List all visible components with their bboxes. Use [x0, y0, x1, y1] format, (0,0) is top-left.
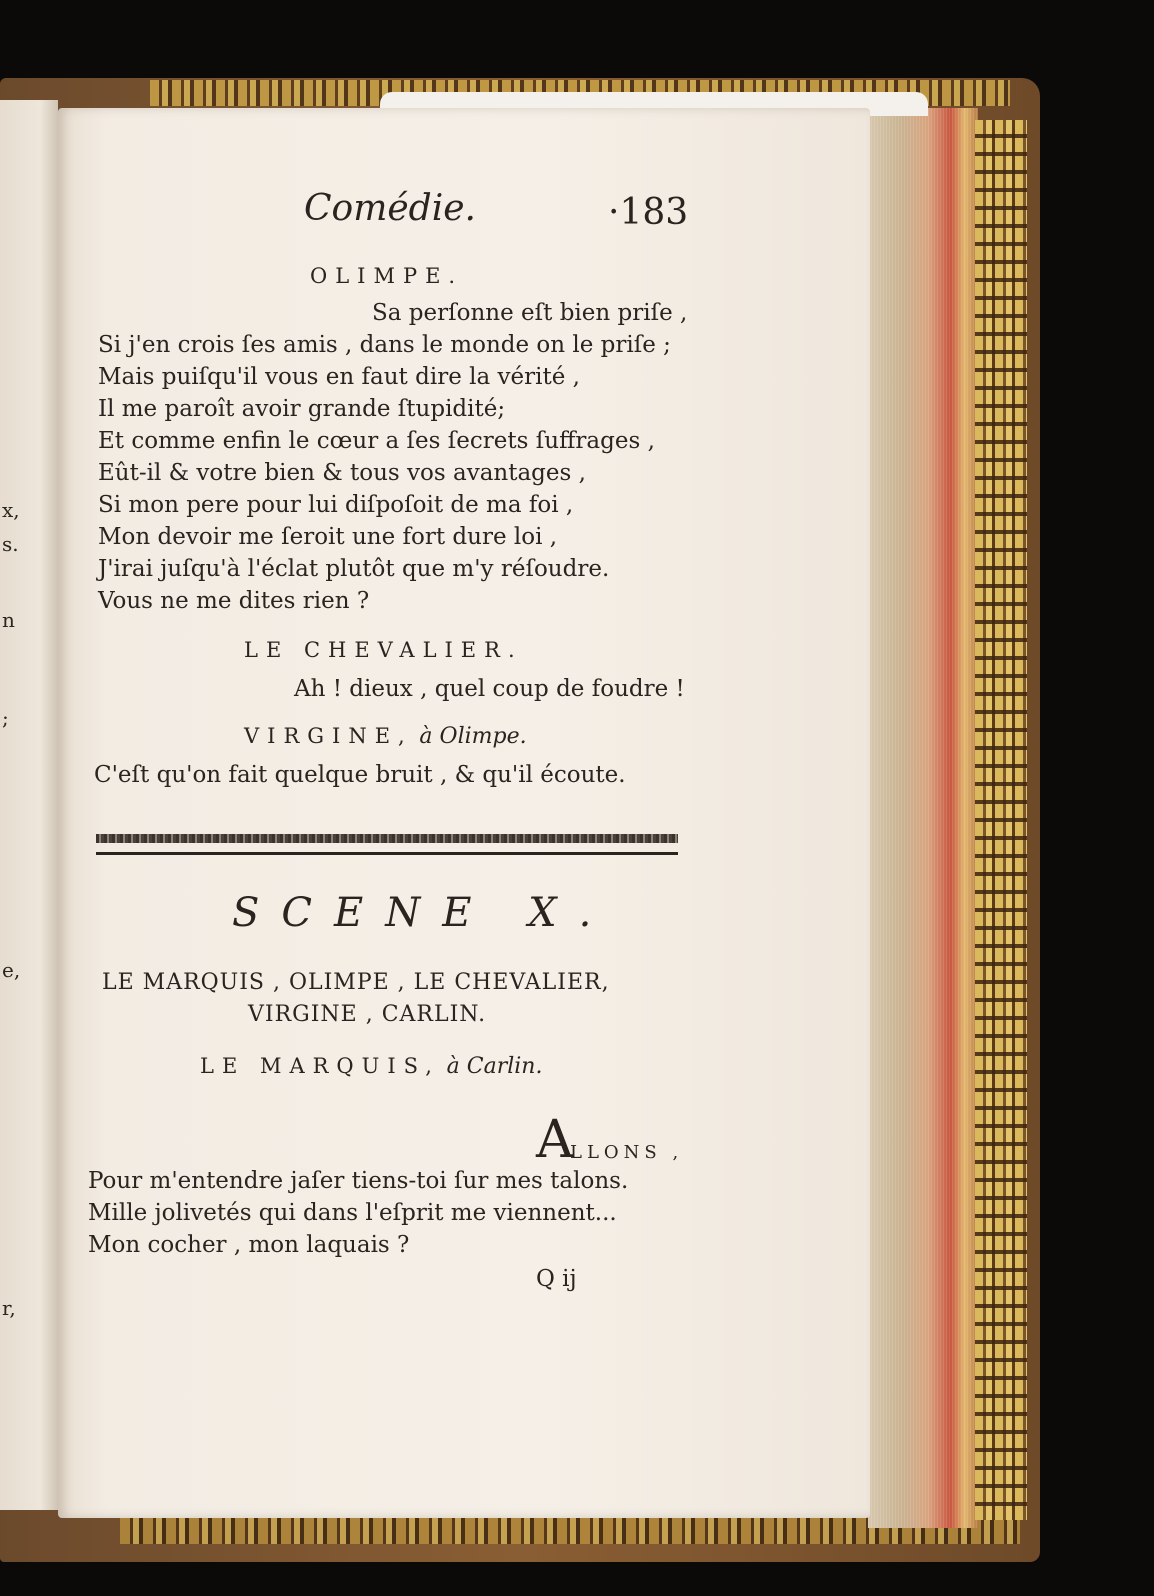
- gilt-tooling-side: [975, 120, 1027, 1520]
- verse-line: LLONS ,: [570, 1142, 684, 1163]
- left-fragment: ;: [2, 706, 9, 730]
- scene-title: SCENE X.: [232, 890, 614, 936]
- stage-direction: à Carlin.: [446, 1054, 543, 1079]
- verse-line: Si j'en crois ſes amis , dans le monde on le priſe ;: [98, 332, 671, 358]
- page-number: ·183: [608, 192, 689, 233]
- cast-list: VIRGINE , CARLIN.: [248, 1002, 487, 1027]
- cast-list: LE MARQUIS , OLIMPE , LE CHEVALIER,: [102, 970, 610, 995]
- verse-line: Il me paroît avoir grande ſtupidité;: [98, 396, 506, 422]
- speaker-name: OLIMPE.: [310, 264, 464, 288]
- verse-line: Vous ne me dites rien ?: [98, 588, 370, 614]
- speaker-line: [200, 1054, 542, 1079]
- speaker-name: LE MARQUIS,: [200, 1054, 440, 1078]
- verse-line: Et comme enfin le cœur a ſes ſecrets ſuffrages ,: [98, 428, 655, 454]
- verse-line: Si mon pere pour lui diſpoſoit de ma foi ,: [98, 492, 574, 518]
- left-fragment: e,: [2, 958, 21, 982]
- horizontal-rule: [96, 852, 678, 855]
- speaker-line: [244, 724, 527, 749]
- drop-capital: A: [536, 1110, 574, 1170]
- left-page-edge: [0, 100, 58, 1510]
- verse-line: Mon devoir me ſeroit une fort dure loi ,: [98, 524, 558, 550]
- verse-line: Mais puiſqu'il vous en faut dire la vérité ,: [98, 364, 580, 390]
- left-fragment: n: [2, 608, 15, 632]
- verse-line: Mon cocher , mon laquais ?: [88, 1232, 410, 1258]
- running-title: Comédie.: [304, 188, 476, 229]
- left-fragment: s.: [2, 532, 19, 556]
- left-fragment: r,: [2, 1296, 16, 1320]
- verse-line: Mille jolivetés qui dans l'eſprit me viennent...: [88, 1200, 617, 1226]
- signature-mark: Q ij: [536, 1266, 577, 1292]
- speaker-name: LE CHEVALIER.: [244, 638, 523, 662]
- verse-line: Sa perſonne eſt bien priſe ,: [372, 300, 688, 326]
- stage-direction: à Olimpe.: [419, 724, 527, 749]
- left-fragment: x,: [2, 498, 20, 522]
- ornamental-rule: [96, 834, 678, 843]
- right-page: [58, 108, 870, 1518]
- verse-line: C'eſt qu'on fait quelque bruit , & qu'il écoute.: [94, 762, 626, 788]
- speaker-name: VIRGINE,: [244, 724, 413, 748]
- verse-line: Pour m'entendre jaſer tiens-toi ſur mes talons.: [88, 1168, 629, 1194]
- verse-line: J'irai juſqu'à l'éclat plutôt que m'y réſoudre.: [98, 556, 610, 582]
- page-fore-edge: [868, 108, 978, 1528]
- verse-line: Ah ! dieux , quel coup de foudre !: [294, 676, 685, 702]
- verse-line: Eût-il & votre bien & tous vos avantages ,: [98, 460, 586, 486]
